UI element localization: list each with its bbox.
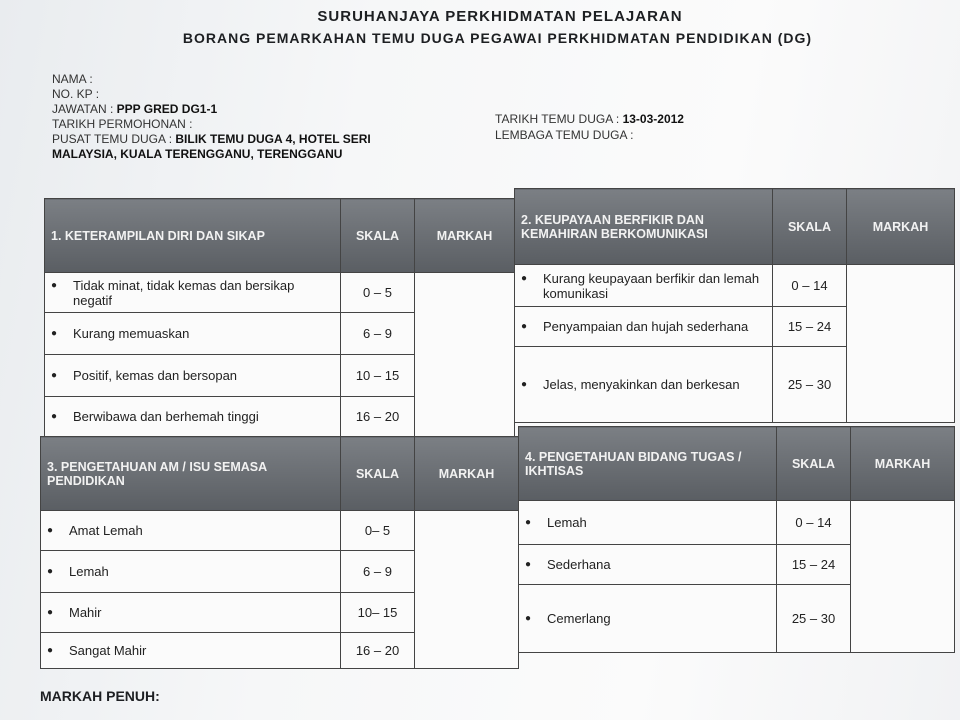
markah-input[interactable] xyxy=(851,501,955,653)
no-kp-field: NO. KP : xyxy=(52,87,100,101)
criteria-text: Sederhana xyxy=(547,557,611,572)
markah-header: MARKAH xyxy=(415,199,515,273)
criteria-row xyxy=(519,501,955,545)
section-header xyxy=(45,199,515,273)
markah-input[interactable] xyxy=(415,273,515,437)
markah-penuh-label: MARKAH PENUH: xyxy=(40,688,160,704)
skala-range: 10– 15 xyxy=(341,593,415,633)
section-header xyxy=(41,437,519,511)
tarikh-temu-duga-label: TARIKH TEMU DUGA : xyxy=(495,112,623,126)
form-title: BORANG PEMARKAHAN TEMU DUGA PEGAWAI PERKHIDMATAN PENDIDIKAN (DG) xyxy=(182,30,813,46)
skala-header: SKALA xyxy=(341,437,415,511)
section-3-table xyxy=(40,436,519,669)
bullet-icon: ● xyxy=(521,321,528,332)
jawatan-value: PPP GRED DG1-1 xyxy=(116,102,218,116)
skala-range: 16 – 20 xyxy=(341,397,415,437)
skala-range: 0 – 14 xyxy=(777,501,851,545)
section-title: 2. KEUPAYAAN BERFIKIR DAN KEMAHIRAN BERKOMUNIKASI xyxy=(515,189,773,265)
bullet-icon: ● xyxy=(51,370,58,381)
skala-range: 25 – 30 xyxy=(777,585,851,653)
skala-range: 0– 5 xyxy=(341,511,415,551)
pusat-value: BILIK TEMU DUGA 4, HOTEL SERI xyxy=(175,132,371,146)
criteria-text: Positif, kemas dan bersopan xyxy=(73,368,238,383)
section-4-table xyxy=(518,426,955,653)
tarikh-permohonan-field: TARIKH PERMOHONAN : xyxy=(52,117,193,131)
bullet-icon: ● xyxy=(521,272,528,284)
criteria-text: Amat Lemah xyxy=(69,523,143,538)
section-header xyxy=(515,189,955,265)
tarikh-temu-duga-value: 13-03-2012 xyxy=(622,112,684,126)
nama-field: NAMA : xyxy=(52,72,93,86)
section-title: 3. PENGETAHUAN AM / ISU SEMASA PENDIDIKAN xyxy=(41,437,341,511)
pusat-value-cont: MALAYSIA, KUALA TERENGGANU, TERENGGANU xyxy=(52,147,343,161)
criteria-text: Tidak minat, tidak kemas dan bersikap negatif xyxy=(73,277,295,308)
section-title: 1. KETERAMPILAN DIRI DAN SIKAP xyxy=(45,199,341,273)
criteria-row xyxy=(515,265,955,307)
bullet-icon: ● xyxy=(51,328,58,339)
markah-input[interactable] xyxy=(415,511,519,669)
skala-header: SKALA xyxy=(777,427,851,501)
candidate-info xyxy=(52,72,482,162)
criteria-text: Mahir xyxy=(69,605,102,620)
markah-input[interactable] xyxy=(847,265,955,423)
criteria-text: Cemerlang xyxy=(547,611,611,626)
jawatan-label: JAWATAN : xyxy=(52,102,117,116)
skala-range: 6 – 9 xyxy=(341,551,415,593)
criteria-row xyxy=(45,273,515,313)
markah-header: MARKAH xyxy=(851,427,955,501)
jawatan-field xyxy=(52,102,482,117)
bullet-icon: ● xyxy=(525,613,532,624)
skala-header: SKALA xyxy=(773,189,847,265)
section-title: 4. PENGETAHUAN BIDANG TUGAS / IKHTISAS xyxy=(519,427,777,501)
criteria-text: Lemah xyxy=(69,564,109,579)
document-title: SURUHANJAYA PERKHIDMATAN PELAJARAN xyxy=(317,8,683,25)
tarikh-temu-duga-field xyxy=(495,112,795,128)
skala-header: SKALA xyxy=(341,199,415,273)
criteria-text: Sangat Mahir xyxy=(69,643,147,658)
markah-header: MARKAH xyxy=(415,437,519,511)
bullet-icon: ● xyxy=(47,607,54,618)
lembaga-field: LEMBAGA TEMU DUGA : xyxy=(495,128,634,142)
bullet-icon: ● xyxy=(521,379,528,390)
skala-range: 6 – 9 xyxy=(341,313,415,355)
section-header xyxy=(519,427,955,501)
bullet-icon: ● xyxy=(525,559,532,570)
criteria-text: Berwibawa dan berhemah tinggi xyxy=(73,409,259,424)
bullet-icon: ● xyxy=(51,411,58,422)
bullet-icon: ● xyxy=(47,566,54,577)
criteria-text: Kurang memuaskan xyxy=(73,326,190,341)
bullet-icon: ● xyxy=(47,645,54,656)
bullet-icon: ● xyxy=(525,517,532,528)
skala-range: 25 – 30 xyxy=(773,347,847,423)
bullet-icon: ● xyxy=(51,279,58,291)
criteria-text: Lemah xyxy=(547,515,587,530)
markah-header: MARKAH xyxy=(847,189,955,265)
skala-range: 15 – 24 xyxy=(777,545,851,585)
skala-range: 0 – 14 xyxy=(773,265,847,307)
pusat-field xyxy=(52,132,482,147)
pusat-label: PUSAT TEMU DUGA : xyxy=(52,132,176,146)
criteria-text: Kurang keupayaan berfikir dan lemah komunikasi xyxy=(543,270,760,301)
bullet-icon: ● xyxy=(47,525,54,536)
skala-range: 10 – 15 xyxy=(341,355,415,397)
criteria-text: Penyampaian dan hujah sederhana xyxy=(543,319,749,334)
criteria-text: Jelas, menyakinkan dan berkesan xyxy=(543,377,740,392)
section-2-table xyxy=(514,188,955,423)
skala-range: 0 – 5 xyxy=(341,273,415,313)
criteria-row xyxy=(41,511,519,551)
section-1-table xyxy=(44,198,515,437)
skala-range: 16 – 20 xyxy=(341,633,415,669)
interview-info xyxy=(495,112,795,144)
skala-range: 15 – 24 xyxy=(773,307,847,347)
